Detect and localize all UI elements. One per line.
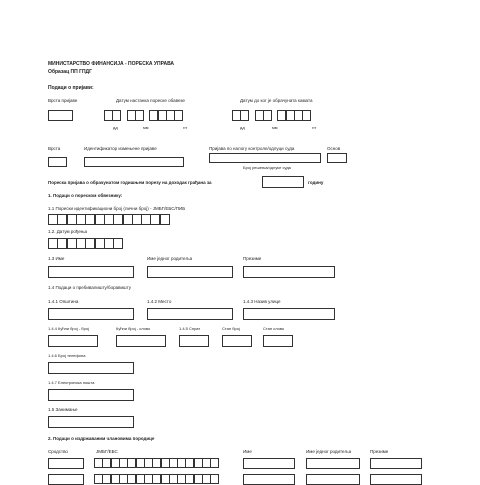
interest-date-label: Датум до ког је обрачуната камата — [240, 98, 313, 103]
floor-field[interactable] — [179, 335, 209, 347]
col-jmbg-label: ЈМБГ/ЕБС — [96, 449, 118, 454]
control-decision-field[interactable] — [209, 153, 321, 163]
form-code: Образац ПП ГПДГ — [48, 69, 92, 75]
col-parent-name-label: Име једног родитеља — [306, 449, 352, 454]
filing-type-field[interactable] — [48, 110, 73, 121]
tax-year-field[interactable] — [262, 176, 304, 188]
declaration-year-suffix: годину — [308, 180, 324, 185]
apartment-number-field[interactable] — [222, 335, 252, 347]
section1-title: 1. Подаци о пореском обвезнику: — [48, 193, 123, 198]
house-letter-label: Кућни број - слово — [116, 326, 151, 331]
parent-name-label: Име једног родитеља — [147, 256, 193, 261]
col-surname-label: Презиме — [370, 449, 389, 454]
dependent-relation-field[interactable] — [48, 458, 84, 469]
col-name-label: Име — [243, 449, 252, 454]
amended-id-label: Идентификатор измењене пријаве — [84, 146, 157, 151]
apartment-number-label: Стан број — [222, 326, 240, 331]
place-field[interactable] — [147, 308, 233, 320]
house-letter-field[interactable] — [116, 335, 166, 347]
interest-mm-caption: мм — [272, 125, 278, 130]
apartment-letter-field[interactable] — [263, 335, 293, 347]
email-label: 1.4.7 Електронска пошта — [48, 380, 95, 385]
ministry-title: МИНИСТАРСТВО ФИНАНСИЈА - ПОРЕСКА УПРАВА — [48, 61, 175, 67]
street-field[interactable] — [243, 308, 335, 320]
interest-yyyy-caption: ггг — [312, 125, 317, 130]
section2-title: 2. Подаци о издржаваним члановима породице — [48, 436, 155, 441]
email-field[interactable] — [48, 389, 134, 401]
dependent-jmbg-field[interactable] — [94, 458, 219, 468]
col-relation-label: Сродство — [48, 449, 68, 454]
municipality-label: 1.4.1 Општина — [48, 299, 79, 304]
tin-field[interactable] — [48, 214, 169, 225]
filing-type-label: Врста пријаве — [48, 98, 78, 103]
dependent-parent-name-field[interactable] — [306, 458, 360, 469]
filing-section-title: Подаци о пријави: — [48, 85, 94, 91]
occupation-field[interactable] — [48, 416, 134, 428]
dependent-jmbg-field[interactable] — [94, 474, 219, 484]
basis-label: Основ — [327, 146, 341, 151]
obligation-dd-caption: дд — [113, 125, 118, 130]
obligation-mm-caption: мм — [143, 125, 149, 130]
obligation-yyyy-caption: ггг — [183, 125, 188, 130]
name-label: 1.3 Име — [48, 256, 65, 261]
control-label: Пријава по налогу контроле/одлуци суда — [209, 146, 295, 151]
declaration-text: Пореска пријава о обрачунатом годишњем порезу на доходак грађана за — [48, 180, 212, 185]
place-label: 1.4.2 Место — [147, 299, 172, 304]
decision-no-label: Број решења/одлуке суда — [243, 165, 291, 170]
name-field[interactable] — [48, 266, 134, 278]
apartment-letter-label: Стан слово — [263, 326, 285, 331]
phone-field[interactable] — [48, 362, 134, 374]
residence-label: 1.4 Подаци о пребивалишту/боравишту — [48, 285, 132, 290]
municipality-field[interactable] — [48, 308, 134, 320]
interest-dd-caption: дд — [240, 125, 245, 130]
obligation-date-field[interactable] — [104, 110, 183, 121]
kind-field[interactable] — [48, 157, 67, 167]
occupation-label: 1.5 Занимање — [48, 407, 78, 412]
parent-name-field[interactable] — [147, 266, 233, 278]
surname-label: Презиме — [243, 256, 262, 261]
birth-date-field[interactable] — [48, 238, 123, 249]
house-number-label: 1.4.4 Кућни број - број — [48, 326, 89, 331]
kind-label: Врста — [48, 146, 61, 151]
basis-field[interactable] — [327, 153, 347, 163]
floor-label: 1.4.5 Спрат — [179, 326, 201, 331]
birth-date-label: 1.2. Датум рођења — [48, 229, 88, 234]
obligation-date-label: Датум настанка пореске обавезе — [116, 98, 185, 103]
interest-date-field[interactable] — [232, 110, 311, 121]
tin-label: 1.1 Порески идентификациони број (лични број) - ЈМБГ/ЕБС/ПИБ — [48, 206, 186, 211]
dependent-surname-field[interactable] — [370, 458, 422, 469]
dependent-name-field[interactable] — [243, 458, 295, 469]
surname-field[interactable] — [243, 266, 335, 278]
amended-id-field[interactable] — [84, 157, 184, 167]
street-label: 1.4.3 Назив улице — [243, 299, 281, 304]
house-number-field[interactable] — [48, 335, 98, 347]
phone-label: 1.4.6 Број телефона — [48, 353, 86, 358]
